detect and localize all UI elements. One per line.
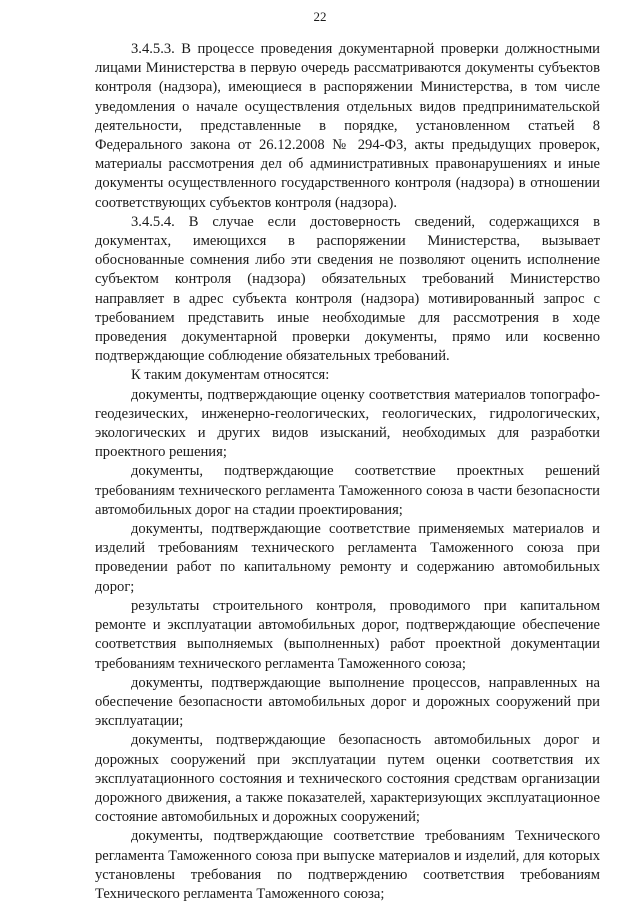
page-number: 22 <box>313 9 327 24</box>
paragraph-3-4-5-3: 3.4.5.3. В процессе проведения документарной проверки должностными лицами Министерства в первую очередь рассматриваются документы субъектов контроля (надзора), имеющиеся в распоряжении Министерства, в том числе уведомления о начале осуществления отдельных видов предпринимательской деятельности, представленные в порядке, установленном статьей 8 Федерального закона от 26.12.2008 № 294-ФЗ, акты предыдущих проверок, материалы рассмотрения дел об административных правонарушениях и иные документы осуществленного государственного контроля (надзора) в отношении соответствующих субъектов контроля (надзора). <box>95 41 600 211</box>
paragraph-3-4-5-4: 3.4.5.4. В случае если достоверность сведений, содержащихся в документах, имеющихся в распоряжении Министерства, вызывает обоснованные сомнения либо эти сведения не позволяют оценить исполнение субъектом контроля (надзора) обязательных требований Министерство направляет в адрес субъекта контроля (надзора) мотивированный запрос с требованием представить иные необходимые для рассмотрения в ходе проведения документарной проверки документы, прямо или косвенно подтверждающие соблюдение обязательных требований. <box>95 213 600 365</box>
list-item-design-solutions: документы, подтверждающие соответствие проектных решений требованиям технического регламента Таможенного союза в части безопасности автомобильных дорог на стадии проектирования; <box>95 463 600 518</box>
list-item-regulation-compliance: документы, подтверждающие соответствие требованиям Технического регламента Таможенного союза при выпуске материалов и изделий, для которых установлены требования по подтверждению соответствия требованиям Технического регламента Таможенного союза; <box>95 828 600 902</box>
list-item-construction-control: результаты строительного контроля, проводимого при капитальном ремонте и эксплуатации автомобильных дорог, подтверждающие обеспечение соответствия выполняемых (выполненных) работ проектной документации требованиям технического регламента Таможенного союза; <box>95 597 600 672</box>
documents-intro: К таким документам относятся: <box>131 367 330 384</box>
list-item-survey-materials: документы, подтверждающие оценку соответствия материалов топографо-геодезических, инженерно-геологических, геологических, гидрологических, экологических и других видов изысканий, необходимых для разработки проектного решения; <box>95 386 600 461</box>
list-item-materials-conformity: документы, подтверждающие соответствие применяемых материалов и изделий требованиям технического регламента Таможенного союза при проведении работ по капитальному ремонту и содержанию автомобильных дорог; <box>95 521 600 595</box>
list-item-safety-processes: документы, подтверждающие выполнение процессов, направленных на обеспечение безопасности автомобильных дорог и дорожных сооружений при эксплуатации; <box>95 674 600 730</box>
document-body <box>95 40 600 904</box>
list-item-road-safety: документы, подтверждающие безопасность автомобильных дорог и дорожных сооружений при эксплуатации путем оценки соответствия их эксплуатационного состояния и технического состояния средствам организации дорожного движения, а также показателей, характеризующих эксплуатационное состояние автомобильных и дорожных сооружений; <box>95 732 600 826</box>
